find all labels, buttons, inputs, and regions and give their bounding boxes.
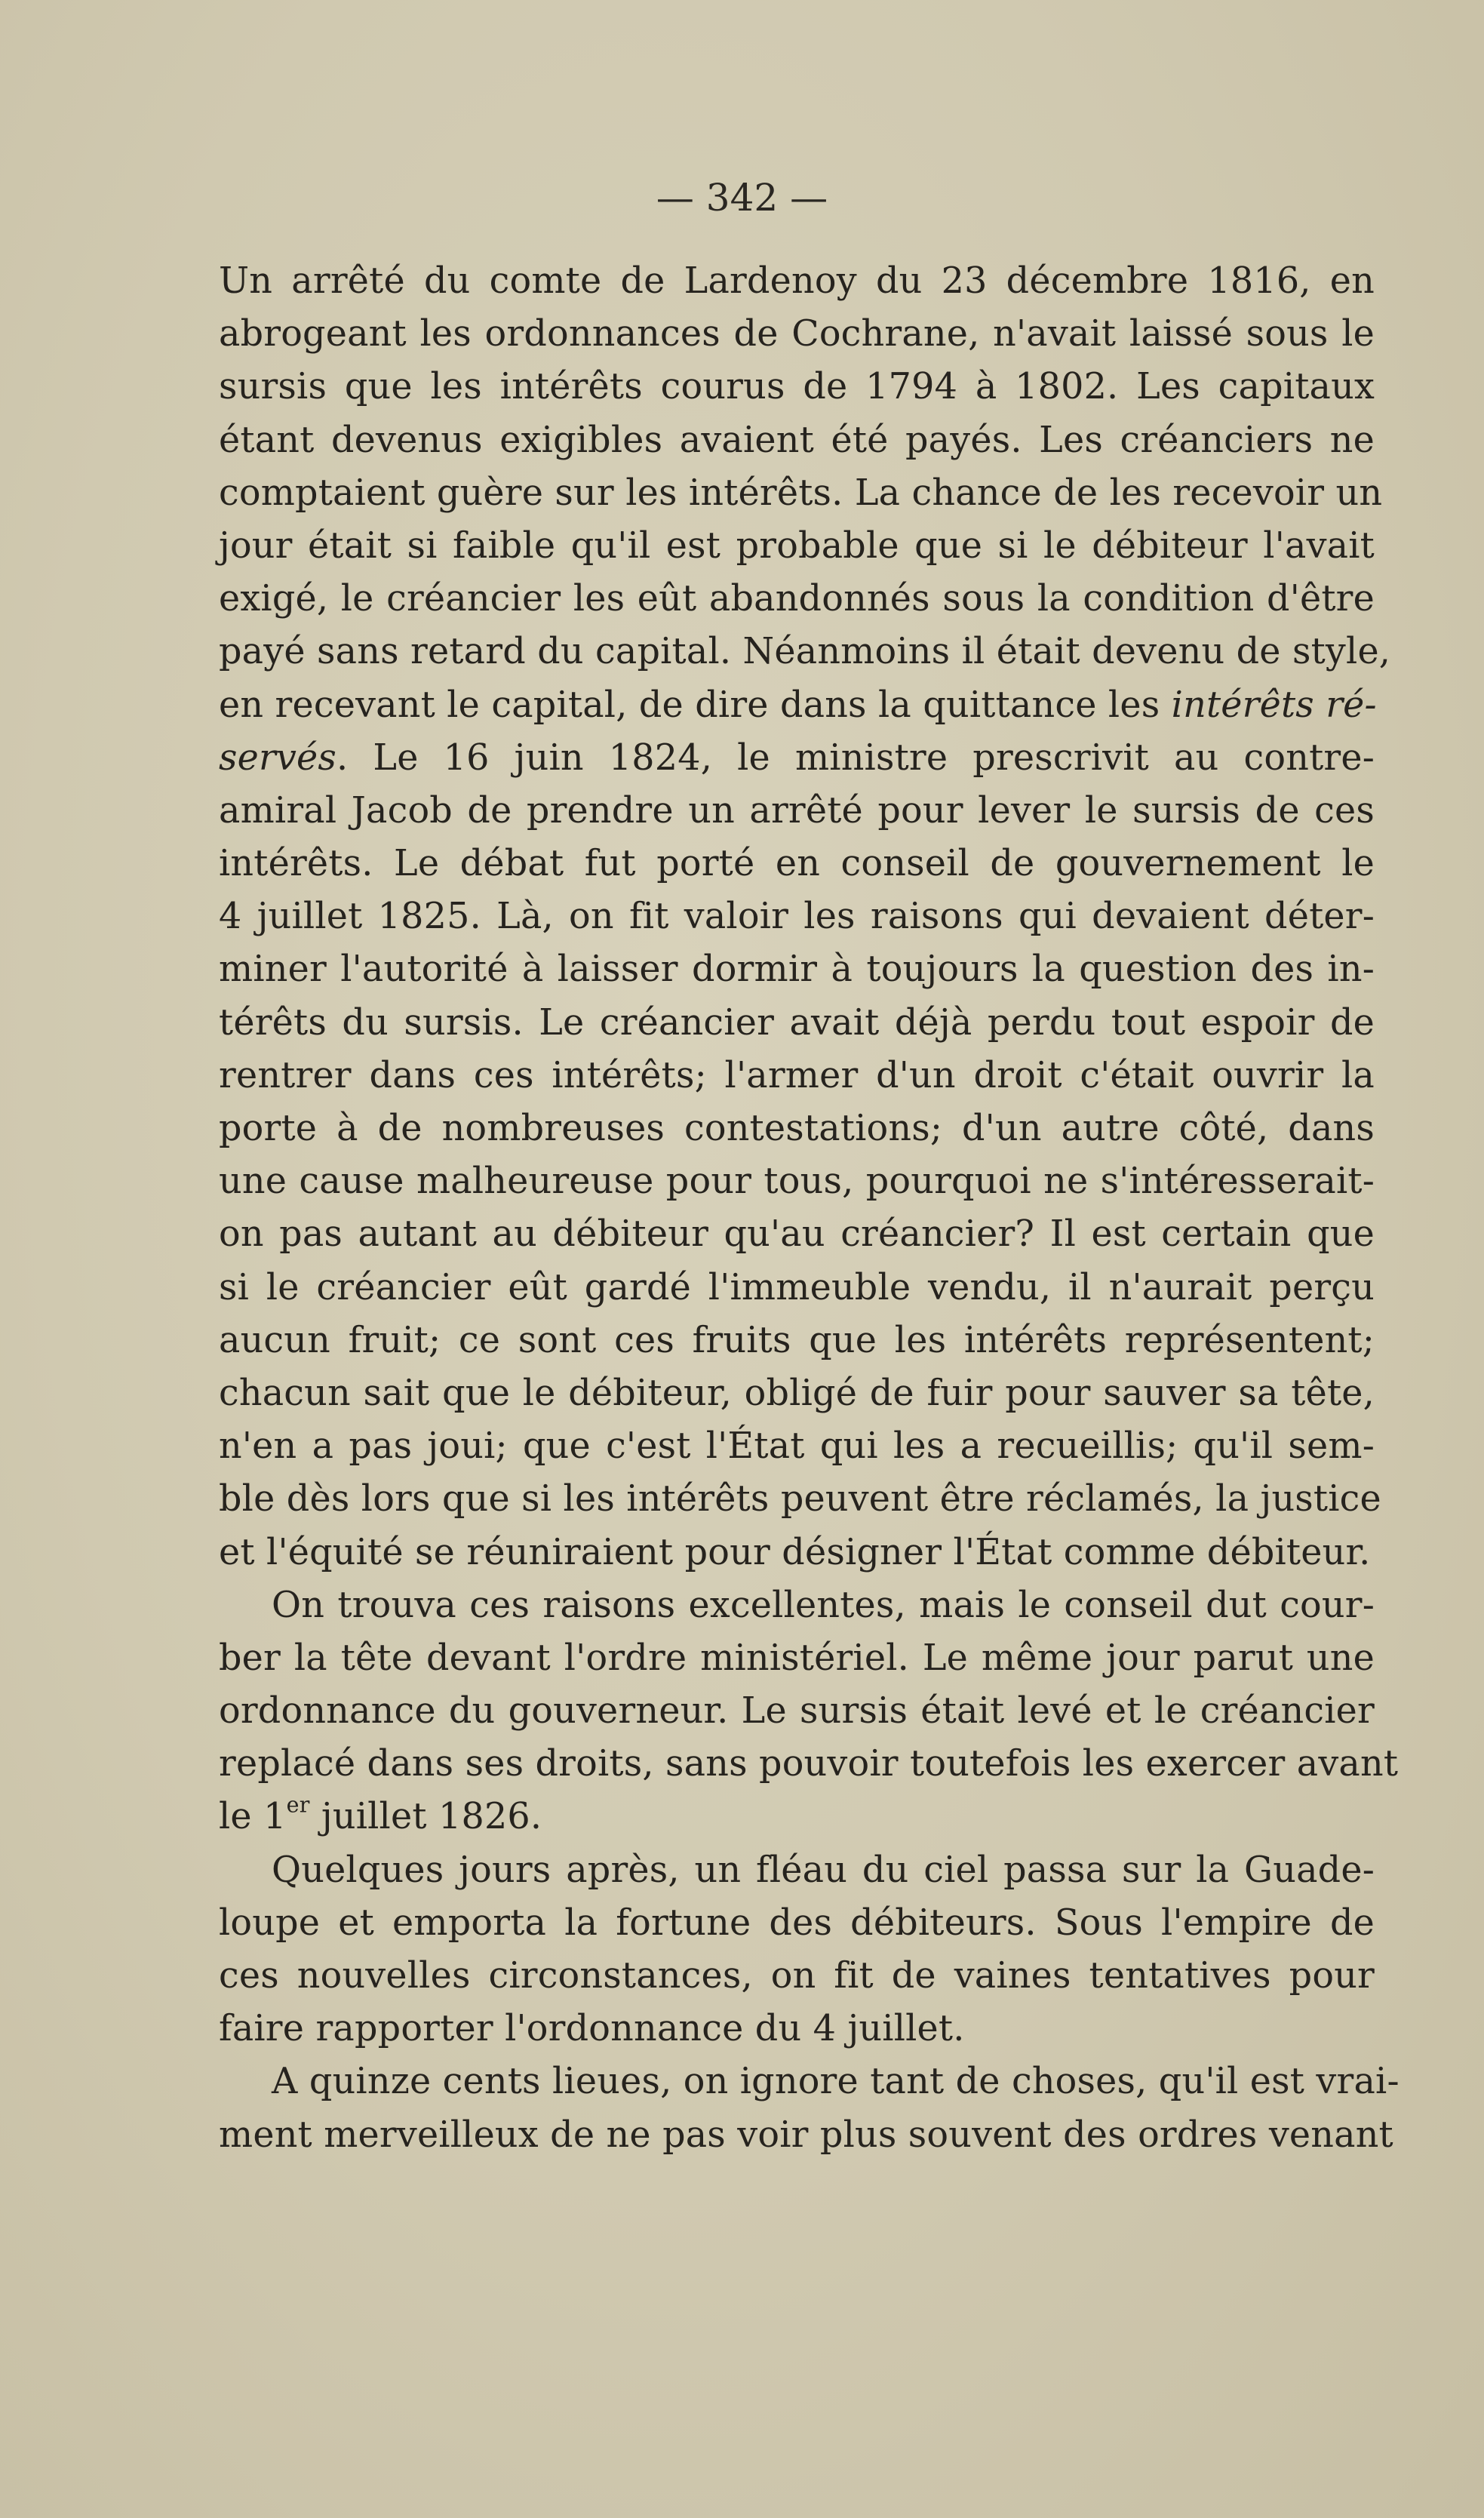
text-line: ment merveilleux de ne pas voir plus souvent des ordres venant xyxy=(219,2114,1393,2156)
text-line: faire rapporter l'ordonnance du 4 juillet. xyxy=(219,2008,965,2050)
text-fragment: juillet 1826. xyxy=(309,1796,542,1838)
text-line: rentrer dans ces intérêts; l'armer d'un droit c'était ouvrir la xyxy=(219,1054,1375,1096)
text-line: On trouva ces raisons excellentes, mais le conseil dut cour- xyxy=(272,1584,1375,1626)
text-line: chacun sait que le débiteur, obligé de fuir pour sauver sa tête, xyxy=(219,1372,1375,1414)
text-line: payé sans retard du capital. Néanmoins il était devenu de style, xyxy=(219,631,1391,673)
text-line: porte à de nombreuses contestations; d'un autre côté, dans xyxy=(219,1108,1375,1149)
page-number: — 342 — xyxy=(656,176,828,220)
text-line: ces nouvelles circonstances, on fit de vaines tentatives pour xyxy=(219,1955,1375,1997)
text-line: sursis que les intérêts courus de 1794 à 1802. Les capitaux xyxy=(219,366,1375,408)
text-fragment: le 1 xyxy=(219,1796,287,1838)
text-fragment: . Le 16 juin 1824, le ministre prescrivit au contre- xyxy=(336,736,1375,779)
text-line: loupe et emporta la fortune des débiteurs. Sous l'empire de xyxy=(219,1902,1375,1944)
text-line xyxy=(219,1791,1375,1843)
text-line: aucun fruit; ce sont ces fruits que les intérêts représentent; xyxy=(219,1319,1375,1361)
text-line: une cause malheureuse pour tous, pourquoi ne s'intéresserait- xyxy=(219,1161,1375,1203)
text-line: jour était si faible qu'il est probable que si le débiteur l'avait xyxy=(219,524,1375,567)
text-line: amiral Jacob de prendre un arrêté pour lever le sursis de ces xyxy=(219,789,1375,832)
text-line: exigé, le créancier les eût abandonnés sous la condition d'être xyxy=(219,578,1375,620)
body-text xyxy=(219,255,1400,2162)
text-line: comptaient guère sur les intérêts. La chance de les recevoir un xyxy=(219,472,1383,514)
text-line: ber la tête devant l'ordre ministériel. Le même jour parut une xyxy=(219,1637,1375,1679)
text-line: 4 juillet 1825. Là, on fit valoir les raisons qui devaient déter- xyxy=(219,896,1375,938)
text-line: A quinze cents lieues, on ignore tant de choses, qu'il est vrai- xyxy=(272,2061,1400,2103)
text-line: on pas autant au débiteur qu'au créancier? Il est certain que xyxy=(219,1213,1375,1256)
text-fragment: en recevant le capital, de dire dans la quittance les xyxy=(219,684,1160,726)
text-line: n'en a pas joui; que c'est l'État qui les a recueillis; qu'il sem- xyxy=(219,1425,1375,1468)
text-line: ordonnance du gouverneur. Le sursis était levé et le créancier xyxy=(219,1690,1375,1732)
text-line: étant devenus exigibles avaient été payés. Les créanciers ne xyxy=(219,419,1375,461)
text-line: intérêts. Le débat fut porté en conseil de gouvernement le xyxy=(219,843,1375,885)
text-line xyxy=(219,732,1375,785)
text-line: et l'équité se réuniraient pour désigner l'État comme débiteur. xyxy=(219,1531,1371,1573)
text-line: miner l'autorité à laisser dormir à toujours la question des in- xyxy=(219,948,1375,991)
text-line: ble dès lors que si les intérêts peuvent être réclamés, la justice xyxy=(219,1478,1381,1520)
text-line: abrogeant les ordonnances de Cochrane, n'avait laissé sous le xyxy=(219,313,1375,355)
italic-text: servés xyxy=(219,736,337,779)
text-line: Quelques jours après, un fléau du ciel passa sur la Guade- xyxy=(272,1849,1375,1891)
italic-text: intérêts ré- xyxy=(1171,684,1377,726)
text-line: si le créancier eût gardé l'immeuble vendu, il n'aurait perçu xyxy=(219,1266,1375,1308)
text-line: térêts du sursis. Le créancier avait déjà perdu tout espoir de xyxy=(219,1001,1375,1044)
text-line: Un arrêté du comte de Lardenoy du 23 décembre 1816, en xyxy=(219,260,1375,302)
text-line xyxy=(219,679,1375,732)
text-line: replacé dans ses droits, sans pouvoir toutefois les exercer avant xyxy=(219,1743,1399,1785)
superscript: er xyxy=(286,1792,310,1819)
